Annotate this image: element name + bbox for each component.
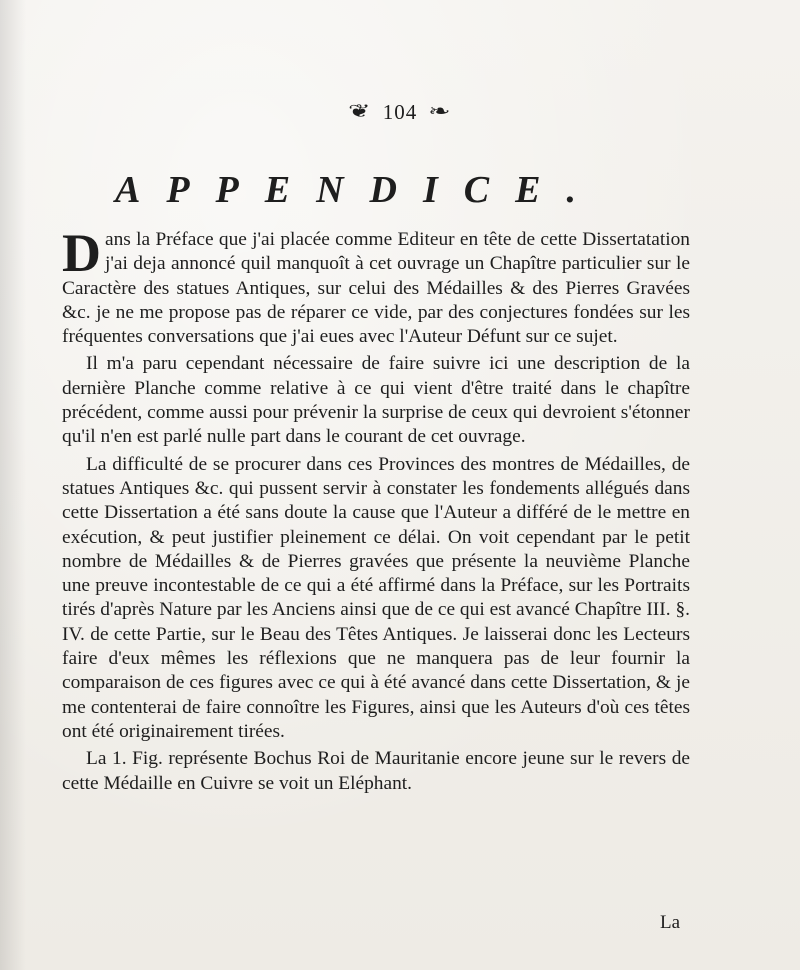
- fleuron-ornament-icon: ❧: [427, 101, 452, 121]
- body-text: [62, 223, 690, 799]
- fleuron-ornament-icon: ❦: [348, 101, 373, 121]
- paragraph-1-text: ans la Préface que j'ai placée comme Editeur en tête de cette Dissertatation j'ai deja annoncé quil manquoît à cet ouvrage un Chapître particulier sur le Caractère des statues Antiques, sur celui des Médailles & des Pierres Gravées &c. je ne me propose pas de réparer ce vide, par des conjectures fondées sur les fréquentes conversations que j'ai eues avec l'Auteur Défunt sur ce sujet.: [62, 229, 690, 348]
- paragraph-4: La 1. Fig. représente Bochus Roi de Mauritanie encore jeune sur le revers de cette Médaille en Cuivre se voit un Eléphant.: [62, 748, 690, 794]
- page-number: 104: [382, 100, 418, 124]
- paragraph-3: La difficulté de se procurer dans ces Provinces des montres de Médailles, de statues Antiques &c. qui pussent servir à constater les fondements allégués dans cette Dissertation a été sans doute la cause que l'Auteur a différé de le mettre en exécution, & peut justifier pleinement ce délai. On voit cependant par le petit nombre de Médailles & de Pierres gravées que présente la neuvième Planche une preuve incontestable de ce qui a été affirmé dans la Préface, sur les Portraits tirés d'après Nature par les Anciens ainsi que de ce qui est avancé Chapître III. §. IV. de cette Partie, sur le Beau des Têtes Antiques. Je laisserai donc les Lecteurs faire d'eux mêmes les réflexions que ne manquera pas de leur fournir la comparaison de ces figures avec ce qui à été avancé dans cette Dissertation, & je me contenterai de faire connoître les Figures, ainsi que les Auteurs d'où ces têtes ont été originairement tirées.: [62, 453, 690, 742]
- gutter-shadow: [0, 0, 26, 970]
- page-header: [0, 100, 800, 125]
- paragraph-1: [62, 223, 690, 349]
- drop-cap: D: [62, 223, 101, 283]
- catchword: La: [660, 912, 681, 933]
- section-title: APPENDICE.: [115, 169, 602, 211]
- paragraph-2: Il m'a paru cependant nécessaire de faire suivre ici une description de la dernière Planche comme relative à ce qui vient d'être traité dans le chapître précédent, comme aussi pour prévenir la surprise de ceux qui devroient s'étonner qu'il n'en est parlé nulle part dans le courant de cet ouvrage.: [62, 353, 690, 448]
